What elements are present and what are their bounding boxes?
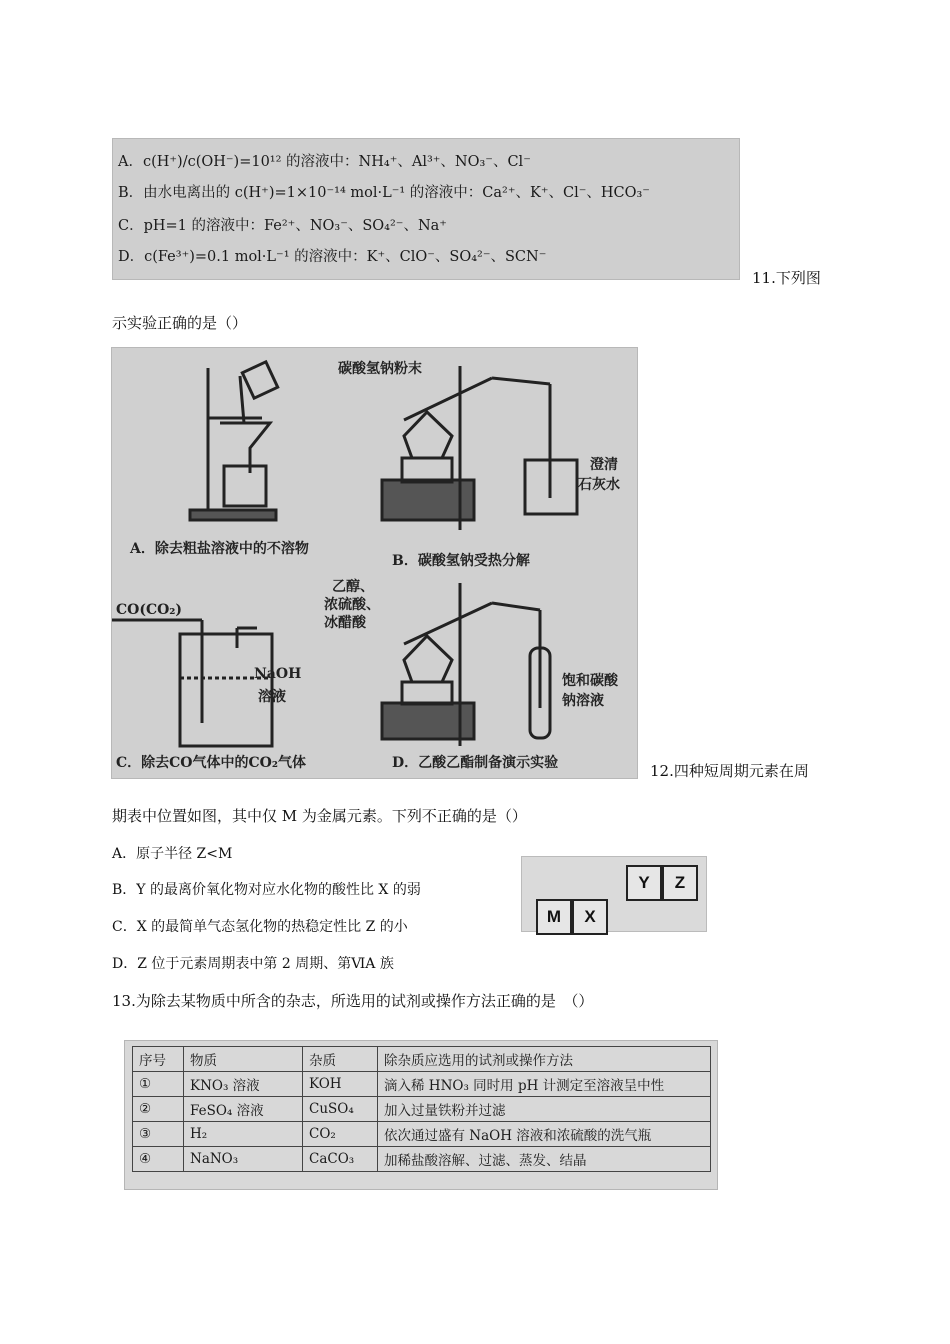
label-naoh-1: NaOH [254,666,302,682]
cell-index: ② [133,1097,184,1122]
q11-option-a: A．除去粗盐溶液中的不溶物 [130,541,309,557]
header-index: 序号 [133,1047,184,1072]
label-ethanol-3: 冰醋酸 [324,615,366,631]
impurity-table [132,1046,711,1172]
table-row [133,1072,711,1097]
cell-substance: NaNO₃ [184,1147,303,1172]
table-row [133,1122,711,1147]
q13-stem: 13.为除去某物质中所含的杂志，所选用的试剂或操作方法正确的是 （） [112,992,594,1010]
label-naoh-2: 溶液 [258,689,286,705]
label-powder: 碳酸氢钠粉末 [338,361,422,377]
element-z: Z [662,865,698,901]
q11-option-d: D．乙酸乙酯制备演示实验 [392,755,559,771]
table-row [133,1097,711,1122]
q10-option-d: D．c(Fe³⁺)=0.1 mol·L⁻¹ 的溶液中：K⁺、ClO⁻、SO₄²⁻、SCN⁻ [118,249,547,265]
label-ethanol-2: 浓硫酸、 [324,597,380,613]
cell-impurity: KOH [303,1072,378,1097]
q12-option-a: A．原子半径 Z<M [112,846,233,862]
element-y: Y [626,865,662,901]
cell-index: ③ [133,1122,184,1147]
apparatus-drawings [112,348,637,778]
q12-stem-part1: 12.四种短周期元素在周 [650,762,809,780]
q12-option-d: D．Z 位于元素周期表中第 2 周期、第ⅥA 族 [112,956,394,972]
cell-substance: H₂ [184,1122,303,1147]
element-m: M [536,899,572,935]
q11-apparatus-image [111,347,638,779]
q12-stem-part2: 期表中位置如图，其中仅 M 为金属元素。下列不正确的是（） [112,807,527,825]
cell-index: ④ [133,1147,184,1172]
q12-option-c: C．X 的最简单气态氢化物的热稳定性比 Z 的小 [112,919,408,935]
cell-impurity: CaCO₃ [303,1147,378,1172]
q10-option-b: B．由水电离出的 c(H⁺)=1×10⁻¹⁴ mol·L⁻¹ 的溶液中：Ca²⁺、K⁺、Cl⁻、HCO₃⁻ [118,185,650,201]
q11-option-c: C．除去CO气体中的CO₂气体 [116,755,306,771]
cell-impurity: CuSO₄ [303,1097,378,1122]
header-method: 除杂质应选用的试剂或操作方法 [378,1047,711,1072]
label-limewater-2: 石灰水 [578,477,620,493]
element-x: X [572,899,608,935]
periodic-position-figure [521,856,707,932]
label-co-gas: CO(CO₂) [116,602,183,618]
table-row [133,1147,711,1172]
cell-method: 加稀盐酸溶解、过滤、蒸发、结晶 [378,1147,711,1172]
table-header-row [133,1047,711,1072]
label-limewater-1: 澄清 [590,457,618,473]
cell-impurity: CO₂ [303,1122,378,1147]
q11-stem-part2: 示实验正确的是（） [112,314,248,332]
cell-index: ① [133,1072,184,1097]
header-impurity: 杂质 [303,1047,378,1072]
header-substance: 物质 [184,1047,303,1072]
label-ethanol-1: 乙醇、 [332,579,374,595]
cell-method: 滴入稀 HNO₃ 同时用 pH 计测定至溶液呈中性 [378,1072,711,1097]
q10-option-c: C．pH=1 的溶液中：Fe²⁺、NO₃⁻、SO₄²⁻、Na⁺ [118,218,447,234]
label-sat-2: 钠溶液 [562,693,604,709]
cell-substance: KNO₃ 溶液 [184,1072,303,1097]
q11-option-b: B．碳酸氢钠受热分解 [392,553,530,569]
q11-stem-part1: 11.下列图 [752,269,821,287]
q10-option-a: A．c(H⁺)/c(OH⁻)=10¹² 的溶液中：NH₄⁺、Al³⁺、NO₃⁻、Cl⁻ [118,154,531,170]
q12-option-b: B．Y 的最离价氧化物对应水化物的酸性比 X 的弱 [112,882,421,898]
cell-method: 依次通过盛有 NaOH 溶液和浓硫酸的洗气瓶 [378,1122,711,1147]
cell-method: 加入过量铁粉并过滤 [378,1097,711,1122]
label-sat-1: 饱和碳酸 [562,673,618,689]
cell-substance: FeSO₄ 溶液 [184,1097,303,1122]
